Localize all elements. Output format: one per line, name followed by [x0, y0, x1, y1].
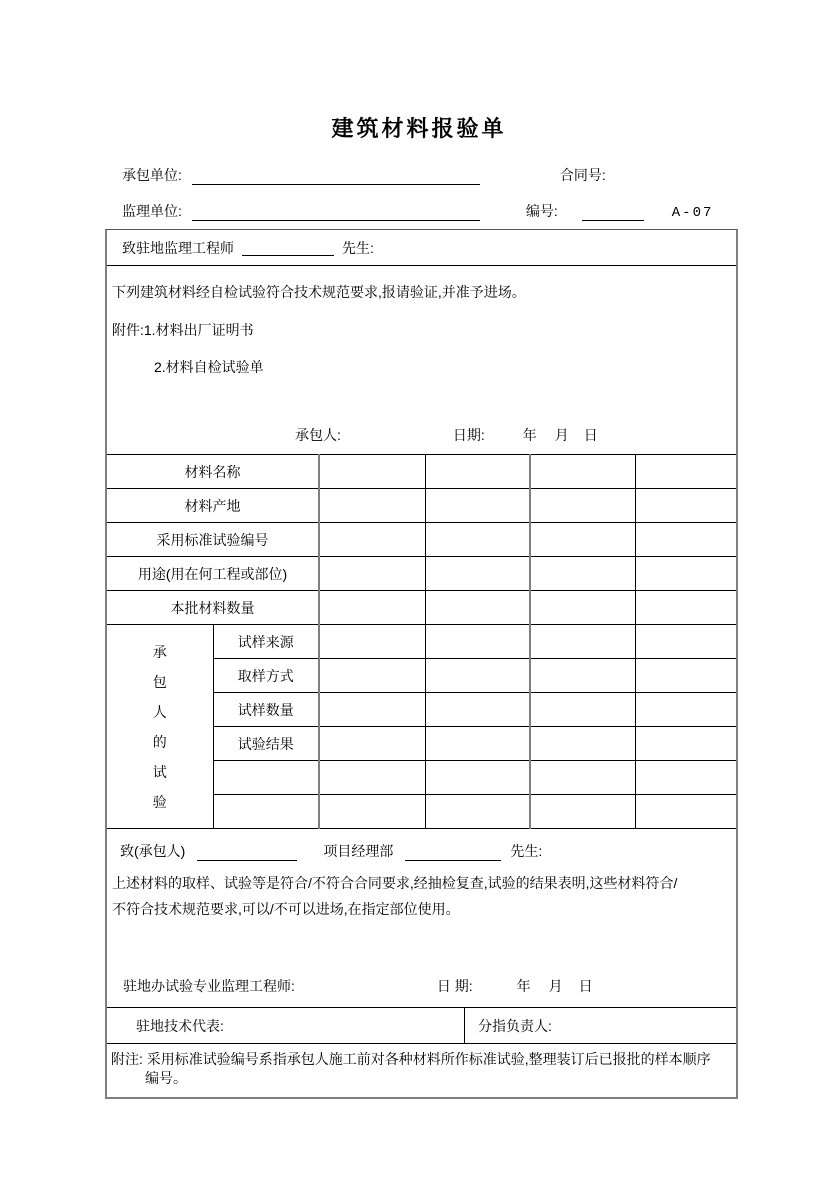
table-cell[interactable] [530, 523, 635, 557]
table-cell[interactable] [425, 693, 530, 727]
table-cell[interactable] [319, 693, 425, 727]
row-label-batch-quantity: 本批材料数量 [107, 591, 319, 625]
table-cell[interactable] [425, 761, 530, 795]
table-cell[interactable] [425, 557, 530, 591]
table-cell[interactable] [319, 727, 425, 761]
group-label-contractor-tests: 承包人的试验 [107, 625, 213, 829]
intro-statement: 下列建筑材料经自检试验符合技术规范要求,报请验证,并准予进场。 [112, 284, 526, 300]
tech-rep-cell [107, 1008, 465, 1043]
review-section [107, 829, 736, 1007]
table-cell[interactable] [635, 693, 736, 727]
mister-label: 先生: [342, 239, 374, 256]
date-label: 日 期: [436, 978, 473, 994]
table-cell[interactable] [425, 659, 530, 693]
table-cell[interactable] [635, 455, 736, 489]
table-cell[interactable] [425, 455, 530, 489]
attachment-line-2: 2.材料自检试验单 [154, 359, 264, 375]
serial-field[interactable] [582, 205, 644, 221]
row-label-material-name: 材料名称 [107, 455, 319, 489]
form-body [105, 229, 738, 1099]
table-cell[interactable] [635, 489, 736, 523]
table-cell[interactable] [319, 761, 425, 795]
note-line-2: 编号。 [145, 1070, 187, 1086]
table-cell[interactable] [425, 795, 530, 829]
table-cell[interactable] [635, 761, 736, 795]
serial-label: 编号: [525, 203, 558, 219]
engineer-sign-row [107, 976, 736, 996]
table-cell[interactable] [425, 591, 530, 625]
note-line-1 [111, 1050, 726, 1069]
table-row [107, 523, 736, 557]
table-cell[interactable] [319, 523, 425, 557]
table-cell[interactable] [635, 591, 736, 625]
sub-row-label-empty[interactable] [213, 761, 319, 795]
sub-row-label-sample-source: 试样来源 [213, 625, 319, 659]
table-cell[interactable] [635, 659, 736, 693]
table-cell[interactable] [530, 489, 635, 523]
sub-row-label-empty[interactable] [213, 795, 319, 829]
table-row [107, 489, 736, 523]
review-statement [112, 870, 728, 922]
to-engineer-label: 致驻地监理工程师 [122, 239, 234, 256]
contractor-sign-row [107, 425, 736, 445]
sub-row-label-sample-quantity: 试样数量 [213, 693, 319, 727]
to-contractor-row [107, 841, 736, 861]
review-statement-line-2: 不符合技术规范要求,可以/不可以进场,在指定部位使用。 [112, 901, 460, 917]
materials-table [107, 454, 736, 829]
table-cell[interactable] [425, 727, 530, 761]
header-row-supervision [122, 201, 738, 221]
table-cell[interactable] [635, 557, 736, 591]
month-label: 月 [548, 978, 563, 994]
representatives-row [107, 1007, 736, 1044]
project-dept-label: 项目经理部 [323, 843, 394, 859]
tech-rep-label: 驻地技术代表: [136, 1017, 224, 1034]
table-row [107, 557, 736, 591]
month-label: 月 [554, 427, 569, 443]
contractor-sign-label: 承包人: [295, 427, 341, 443]
form-code: A-07 [671, 205, 714, 221]
table-cell[interactable] [530, 693, 635, 727]
table-cell[interactable] [530, 625, 635, 659]
table-row [107, 625, 736, 659]
supervision-unit-label: 监理单位: [122, 203, 182, 219]
table-cell[interactable] [635, 523, 736, 557]
mister-label: 先生: [510, 843, 543, 859]
engineer-sign-label: 驻地办试验专业监理工程师: [123, 978, 295, 994]
table-cell[interactable] [319, 795, 425, 829]
to-contractor-label: 致(承包人) [120, 843, 186, 859]
note-text-1: 采用标准试验编号系指承包人施工前对各种材料所作标准试验,整理装订后已报批的样本顺序 [146, 1051, 711, 1067]
table-cell[interactable] [635, 795, 736, 829]
table-cell[interactable] [635, 727, 736, 761]
row-label-usage: 用途(用在何工程或部位) [107, 557, 319, 591]
sub-row-label-sampling-method: 取样方式 [213, 659, 319, 693]
contractor-unit-field[interactable] [192, 169, 480, 185]
table-cell[interactable] [425, 489, 530, 523]
branch-head-label: 分指负责人: [478, 1017, 552, 1034]
day-label: 日 [583, 427, 598, 443]
review-statement-line-1: 上述材料的取样、试验等是符合/不符合合同要求,经抽检复查,试验的结果表明,这些材料符合/ [112, 875, 678, 891]
year-label: 年 [516, 978, 531, 994]
supervision-unit-field[interactable] [192, 205, 480, 221]
table-cell[interactable] [319, 489, 425, 523]
sub-row-label-test-result: 试验结果 [213, 727, 319, 761]
table-cell[interactable] [319, 455, 425, 489]
table-cell[interactable] [530, 455, 635, 489]
table-cell[interactable] [319, 625, 425, 659]
table-cell[interactable] [319, 557, 425, 591]
table-cell[interactable] [530, 727, 635, 761]
table-cell[interactable] [530, 557, 635, 591]
salutation-section [107, 230, 736, 266]
table-row [107, 455, 736, 489]
table-cell[interactable] [425, 625, 530, 659]
row-label-standard-test-no: 采用标准试验编号 [107, 523, 319, 557]
dept-name-field[interactable] [405, 845, 501, 861]
table-cell[interactable] [530, 795, 635, 829]
engineer-name-field[interactable] [242, 240, 334, 256]
table-cell[interactable] [319, 591, 425, 625]
intro-section [107, 282, 736, 454]
contract-no-label: 合同号: [559, 167, 606, 183]
branch-head-cell [465, 1008, 736, 1043]
contractor-name-field[interactable] [197, 845, 297, 861]
contractor-unit-label: 承包单位: [122, 167, 182, 183]
table-cell[interactable] [425, 523, 530, 557]
table-cell[interactable] [530, 659, 635, 693]
table-row [107, 591, 736, 625]
table-cell[interactable] [635, 625, 736, 659]
row-label-material-origin: 材料产地 [107, 489, 319, 523]
day-label: 日 [578, 978, 593, 994]
header-row-contractor [122, 165, 738, 185]
table-cell[interactable] [530, 591, 635, 625]
date-label: 日期: [452, 427, 485, 443]
table-cell[interactable] [530, 761, 635, 795]
form-title: 建筑材料报验单 [331, 116, 507, 141]
year-label: 年 [522, 427, 537, 443]
note-label: 附注: [111, 1051, 143, 1067]
table-cell[interactable] [319, 659, 425, 693]
attachment-line-1: 附件:1.材料出厂证明书 [112, 322, 254, 338]
note-section [107, 1044, 736, 1097]
